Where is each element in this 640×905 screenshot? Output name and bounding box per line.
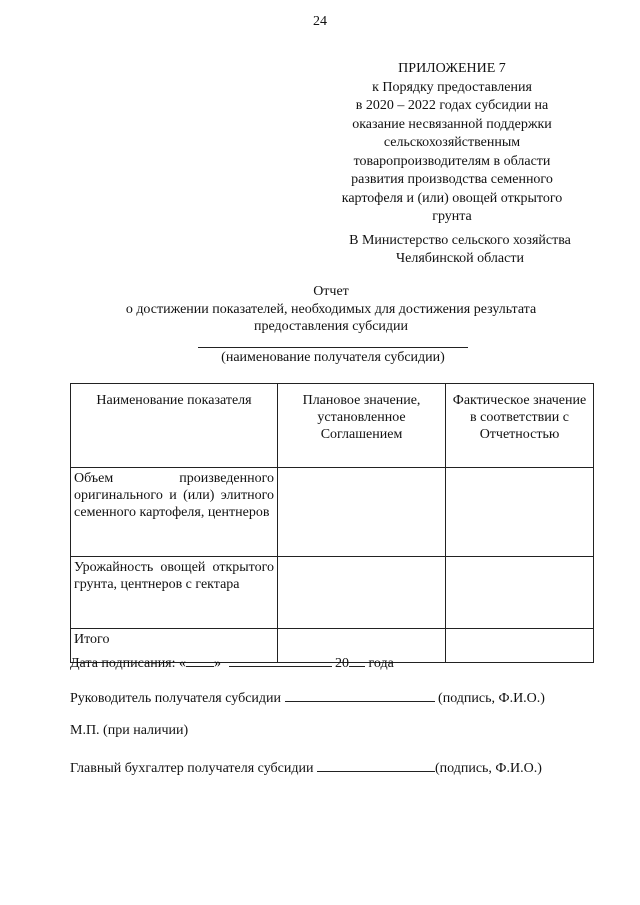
date-suffix: года (368, 656, 394, 671)
seal-line: М.П. (при наличии) (70, 723, 189, 738)
recipient-caption: (наименование получателя субсидии) (221, 350, 445, 365)
addressee-block (320, 232, 600, 268)
column-header-indicator: Наименование показателя (71, 384, 278, 468)
appendix-line: товаропроизводителям в области (353, 153, 551, 169)
report-subtitle: предоставления субсидии (253, 319, 409, 334)
accountant-label: Главный бухгалтер получателя субсидии (70, 761, 314, 776)
planned-value-cell (278, 557, 446, 629)
accountant-signature-line (70, 759, 600, 777)
column-header-actual: Фактическое значение в соответствии с Отчетностью (446, 384, 594, 468)
addressee-line: В Министерство сельского хозяйства (349, 233, 571, 248)
addressee-line: Челябинской области (396, 251, 524, 266)
report-subtitle: о достижении показателей, необходимых для достижения результата (125, 301, 537, 317)
indicator-name: Объем произведенного оригинального и (или) элитного семенного картофеля, центнеров (71, 468, 278, 557)
report-heading (70, 283, 592, 336)
accountant-signature-blank (317, 759, 435, 772)
appendix-line: к Порядку предоставления (372, 79, 532, 95)
appendix-line: грунта (432, 209, 472, 224)
actual-value-cell (446, 557, 594, 629)
indicators-table (70, 383, 594, 663)
accountant-signature-suffix: (подпись, Ф.И.О.) (434, 761, 542, 776)
date-quote: » (214, 656, 222, 671)
date-month-blank (229, 654, 332, 667)
column-header-planned: Плановое значение, установленное Соглашением (278, 384, 446, 468)
date-label: Дата подписания: « (70, 656, 187, 671)
planned-value-cell (278, 468, 446, 557)
table-header-row (71, 384, 594, 468)
indicator-name: Урожайность овощей открытого грунта, центнеров с гектара (71, 557, 278, 629)
date-day-blank (186, 654, 214, 667)
head-signature-suffix: (подпись, Ф.И.О.) (438, 691, 545, 706)
date-year-blank (349, 654, 365, 667)
appendix-block (322, 60, 582, 227)
head-label: Руководитель получателя субсидии (70, 691, 282, 706)
head-signature-line (70, 689, 600, 707)
page-number: 24 (313, 14, 327, 29)
date-year-prefix: 20 (335, 656, 350, 671)
actual-value-cell (446, 468, 594, 557)
appendix-line: картофеля и (или) овощей открытого (341, 190, 563, 206)
appendix-line: оказание несвязанной поддержки (352, 116, 552, 132)
head-signature-blank (285, 689, 435, 702)
appendix-line: развития производства семенного (351, 172, 553, 187)
signing-date-line (70, 654, 600, 672)
appendix-line: сельскохозяйственным (383, 135, 521, 150)
report-title: Отчет (313, 284, 349, 299)
table-row (71, 557, 594, 629)
recipient-name-line (198, 347, 468, 348)
appendix-line: в 2020 – 2022 годах субсидии на (355, 98, 549, 113)
appendix-heading: ПРИЛОЖЕНИЕ 7 (398, 61, 506, 76)
indicator-name: Итого (71, 629, 278, 663)
table-row (71, 468, 594, 557)
